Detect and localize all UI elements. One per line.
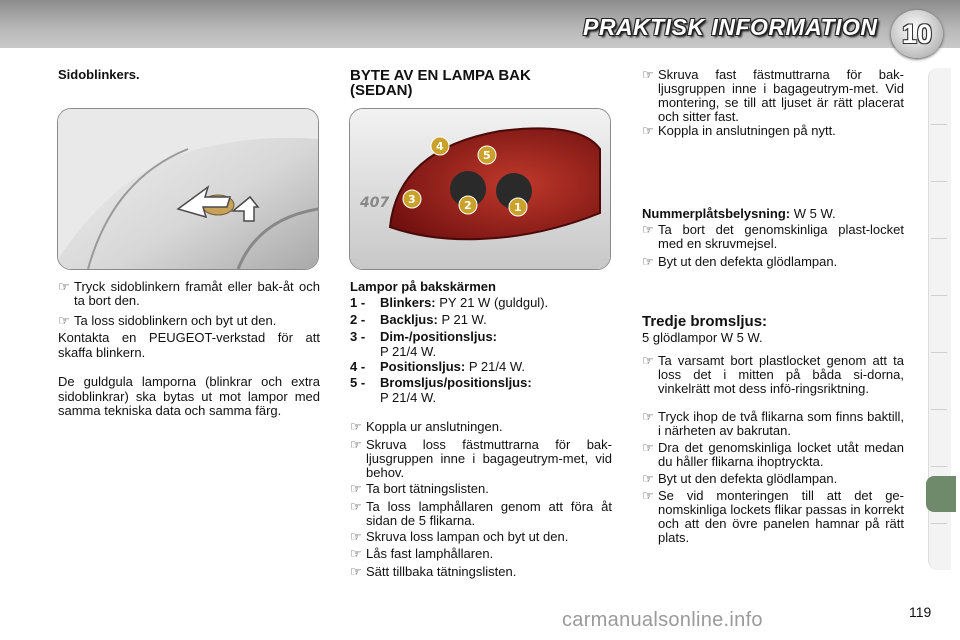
pointing-hand-icon: ☞: [350, 437, 362, 452]
list-item: ☞ Lås fast lamphållaren.: [350, 546, 494, 561]
pointing-hand-icon: ☞: [642, 67, 654, 82]
pointing-hand-icon: ☞: [58, 279, 70, 294]
pointing-hand-icon: ☞: [58, 313, 70, 328]
list-item: ☞ Byt ut den defekta glödlampan.: [642, 471, 838, 486]
callout-2: 2: [464, 199, 472, 212]
callout-1: 1: [514, 201, 522, 214]
callout-5: 5: [483, 149, 491, 162]
side-blinker-photo: [57, 108, 319, 270]
list-item: ☞ Dra det genomskinliga locket utåt medan du håller flikarna ihoptryckta.: [642, 440, 904, 469]
pointing-hand-icon: ☞: [642, 488, 654, 503]
pointing-hand-icon: ☞: [350, 529, 362, 544]
list-item: 5 - Bromsljus/positionsljus: P 21/4 W.: [350, 375, 532, 405]
list-item: ☞ Se vid monteringen till att det ge-nomskinliga lockets flikar passas in korrekt och att den övre panelen hamnar på rätt plats.: [642, 488, 904, 545]
tab-divider: [931, 523, 947, 524]
watermark: carmanualsonline.info: [562, 609, 763, 631]
list-item: ☞ Tryck ihop de två flikarna som finns baktill, i närheten av bakrutan.: [642, 409, 904, 438]
chapter-badge: [891, 10, 943, 58]
callout-3: 3: [408, 193, 416, 206]
list-item: ☞ Byt ut den defekta glödlampan.: [642, 254, 838, 269]
tab-divider: [931, 124, 947, 125]
list-item: 2 - Backljus: P 21 W.: [350, 312, 487, 327]
pointing-hand-icon: ☞: [642, 353, 654, 368]
list-item: ☞ Ta varsamt bort plastlocket genom att ta loss det i mitten på båda si-dorna, vinkelrätt mot dess infö-ringsriktning.: [642, 353, 904, 396]
pointing-hand-icon: ☞: [642, 440, 654, 455]
list-item: 3 - Dim-/positionsljus: P 21/4 W.: [350, 329, 497, 359]
pointing-hand-icon: ☞: [642, 254, 654, 269]
list-item: ☞ Ta loss sidoblinkern och byt ut den.: [58, 313, 277, 328]
pointing-hand-icon: ☞: [350, 564, 362, 579]
section-heading: BYTE AV EN LAMPA BAK (SEDAN): [350, 67, 531, 99]
tab-divider: [931, 295, 947, 296]
list-item: ☞ Skruva loss lampan och byt ut den.: [350, 529, 569, 544]
list-item: ☞ Skruva loss fästmuttrarna för bak-ljusgruppen inne i bagageutrym-met, vid behov.: [350, 437, 612, 480]
pointing-hand-icon: ☞: [642, 471, 654, 486]
page-number: 119: [909, 604, 932, 620]
list-item: ☞ Koppla ur anslutningen.: [350, 419, 503, 434]
tab-divider: [931, 409, 947, 410]
list-item: ☞ Tryck sidoblinkern framåt eller bak-åt och ta bort den.: [58, 279, 320, 308]
page-title: PRAKTISK INFORMATION: [583, 14, 878, 40]
pointing-hand-icon: ☞: [350, 499, 362, 514]
tab-divider: [931, 352, 947, 353]
tab-divider: [931, 466, 947, 467]
list-item: ☞ Sätt tillbaka tätningslisten.: [350, 564, 517, 579]
list-item: 4 - Positionsljus: P 21/4 W.: [350, 359, 525, 374]
callout-4: 4: [436, 140, 444, 153]
active-chapter-tab[interactable]: [926, 476, 956, 512]
brake-light-heading: Tredje bromsljus:: [642, 313, 768, 330]
chapter-number: 10: [901, 18, 933, 49]
amber-lamps-paragraph: De guldgula lamporna (blinkrar och extra sidoblinkrar) ska bytas ut mot lampor med samma tekniska data och samma färg.: [58, 374, 320, 418]
pointing-hand-icon: ☞: [350, 546, 362, 561]
side-blinker-heading: Sidoblinkers.: [58, 67, 140, 82]
pointing-hand-icon: ☞: [642, 222, 654, 237]
workshop-paragraph: Kontakta en PEUGEOT-verkstad för att skaffa blinkern.: [58, 330, 320, 360]
model-badge: 407: [360, 195, 390, 211]
list-item: ☞ Ta bort det genomskinliga plast-locket med en skruvmejsel.: [642, 222, 904, 251]
pointing-hand-icon: ☞: [350, 481, 362, 496]
list-item: 1 - Blinkers: PY 21 W (guldgul).: [350, 295, 549, 310]
brake-light-bulbs: 5 glödlampor W 5 W.: [642, 330, 763, 345]
list-item: ☞ Skruva fast fästmuttrarna för bak-ljusgruppen inne i bagageutrym-met. Vid montering, se till att ljuset är rätt placerat och sitter fast.: [642, 67, 904, 124]
list-item: ☞ Ta loss lamphållaren genom att föra åt sidan de 5 flikarna.: [350, 499, 612, 528]
pointing-hand-icon: ☞: [350, 419, 362, 434]
plate-light-heading: Nummerplåtsbelysning: W 5 W.: [642, 206, 836, 221]
tab-divider: [931, 238, 947, 239]
rear-lamps-subheading: Lampor på bakskärmen: [350, 279, 496, 294]
pointing-hand-icon: ☞: [642, 123, 654, 138]
rear-lamp-photo: [349, 108, 611, 270]
tab-divider: [931, 181, 947, 182]
list-item: ☞ Ta bort tätningslisten.: [350, 481, 489, 496]
pointing-hand-icon: ☞: [642, 409, 654, 424]
list-item: ☞ Koppla in anslutningen på nytt.: [642, 123, 836, 138]
